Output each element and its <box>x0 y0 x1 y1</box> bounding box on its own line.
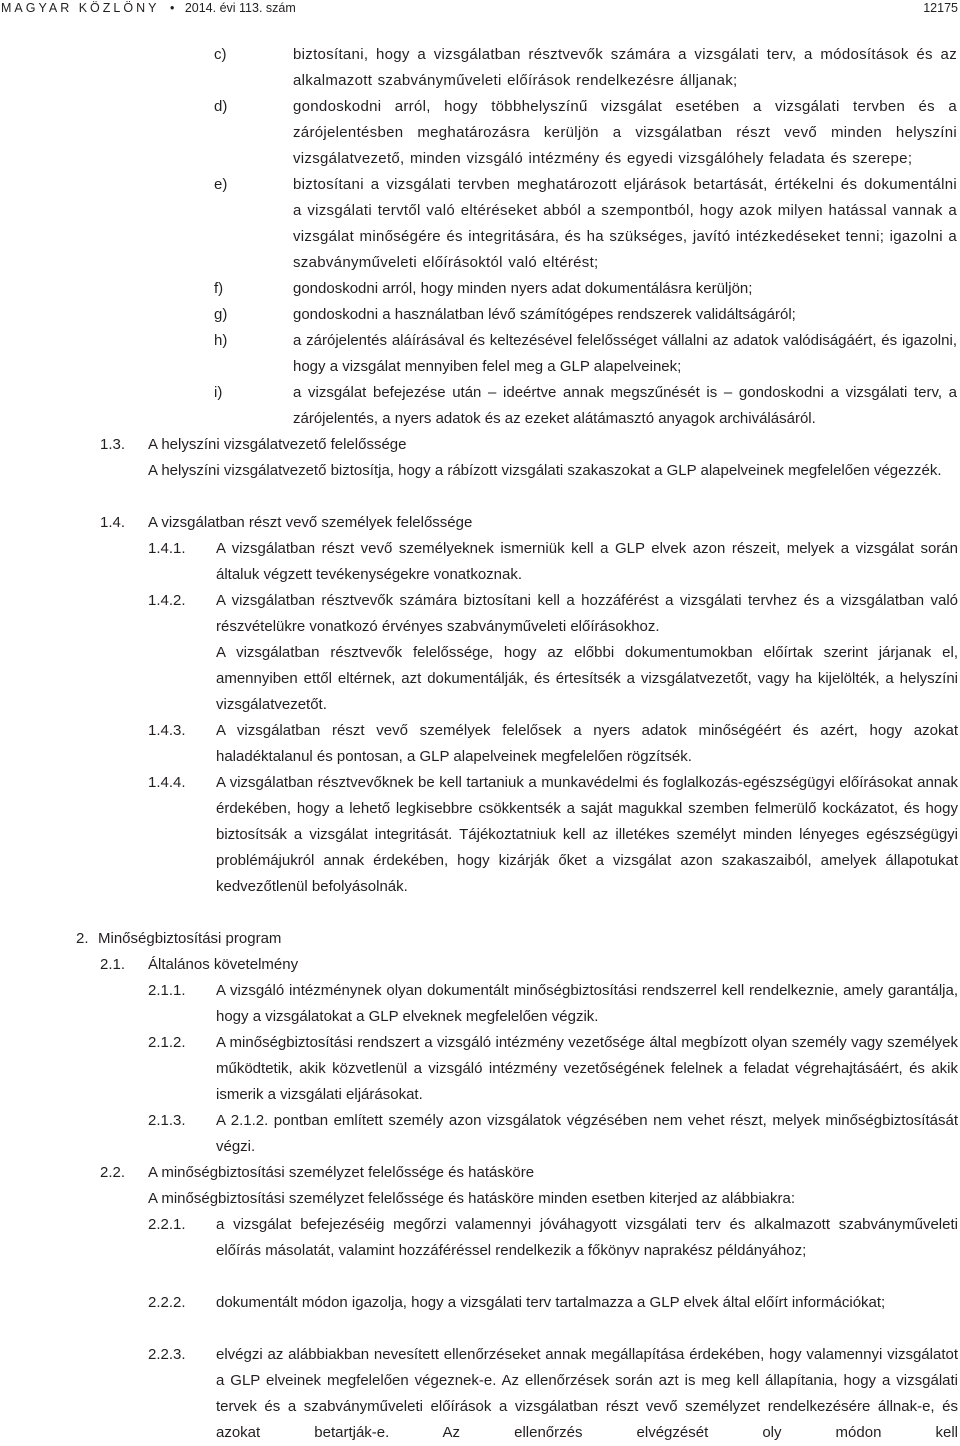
subsection-text: A vizsgálatban résztvevők számára biztosítani kell a hozzáférést a vizsgálati tervhez és a vizsgálatban való részvételükre vonatkozó érvényes szabványműveleti előírásokhoz. <box>216 592 958 635</box>
subsection-text: A vizsgáló intézménynek olyan dokumentált minőségbiztosítási rendszerrel kell rendelkeznie, amely garantálja, hogy a vizsgálatokat a GLP elveknek megfelelően végzik. <box>216 982 958 1025</box>
subsection-text: dokumentált módon igazolja, hogy a vizsgálati terv tartalmazza a GLP elvek által előírt információkat; <box>216 1294 886 1311</box>
subsection-text: A 2.1.2. pontban említett személy azon vizsgálatok végzésében nem vehet részt, melyek minőségbiztosítását végzi. <box>216 1112 958 1155</box>
issue-number: 2014. évi 113. szám <box>184 1 296 15</box>
subsection-number: 1.4.1. <box>148 540 186 557</box>
subsection-number: 1.4.3. <box>148 722 186 739</box>
subsection-text: A vizsgálatban részt vevő személyek felelősek a nyers adatok minőségéért és azért, hogy azokat haladéktalanul és pontosan, a GLP alapelveinek megfelelően rögzítsék. <box>216 722 958 765</box>
list-item-text: biztosítani, hogy a vizsgálatban résztvevők számára a vizsgálati terv, a módosítások és az alkalmazott szabványműveleti előírások rendelkezésre álljanak; <box>293 46 957 89</box>
subsection-text: a vizsgálat befejezéséig megőrzi valamennyi jóváhagyott vizsgálati terv és alkalmazott szabványműveleti előírás másolatát, valamint hozzáféréssel rendelkezik a főkönyv naprakész példányához; <box>216 1216 958 1259</box>
subsection-text: A vizsgálatban résztvevők felelőssége, hogy az előbbi dokumentumokban előírtak szerint járjanak el, amennyiben ettől eltérnek, azt dokumentálják, és értesítsék a vizsgálatvezetőt, vagy ha kijelölték, a helyszíni vizsgálatvezetőt. <box>216 644 958 713</box>
list-item-label: f) <box>214 280 224 297</box>
list-item-label: e) <box>214 176 228 193</box>
subsection-text: elvégzi az alábbiakban nevesített ellenőrzéseket annak megállapítása érdekében, hogy valamennyi vizsgálatot a GLP elveinek megfelelően végeznek-e. Az ellenőrzések során azt is meg kell állapítania, hogy a vizsgálati tervek és a szabványműveleti előírások a vizsgálatban részt vevő személyzet rendelkezésére állnak-e, és azokat betartják-e. Az ellenőrzés elvégzését oly módon kell <box>216 1346 958 1441</box>
subsection-number: 2.2.3. <box>148 1346 186 1363</box>
journal-header <box>1 0 296 16</box>
section-body: A helyszíni vizsgálatvezető biztosítja, hogy a rábízott vizsgálati szakaszokat a GLP alapelveinek megfelelően végezzék. <box>148 462 942 479</box>
section-body: A minőségbiztosítási személyzet felelőssége és hatásköre minden esetben kiterjed az alábbiakra: <box>148 1190 796 1207</box>
list-item-label: d) <box>214 98 228 115</box>
subsection-number: 1.4.2. <box>148 592 186 609</box>
list-item-text: gondoskodni a használatban lévő számítógépes rendszerek validáltságáról; <box>293 306 796 323</box>
section-title: A vizsgálatban részt vevő személyek felelőssége <box>148 514 473 531</box>
list-item-label: c) <box>214 46 227 63</box>
chapter-title: Minőségbiztosítási program <box>98 930 282 947</box>
page-header <box>0 0 960 22</box>
section-number: 1.3. <box>100 436 126 453</box>
list-item-text: gondoskodni arról, hogy többhelyszínű vizsgálat esetében a vizsgálati tervben és a zárójelentésben meghatározásra kerüljön a vizsgálatban részt vevő minden helyszíni vizsgálatvezető, minden vizsgáló intézmény és egyedi vizsgálóhely feladata és szerepe; <box>293 98 957 167</box>
section-number: 2.1. <box>100 956 126 973</box>
list-item-label: h) <box>214 332 228 349</box>
subsection-text: A vizsgálatban részt vevő személyeknek ismerniük kell a GLP elvek azon részeit, melyek a vizsgálat során általuk végzett tevékenységekre vonatkoznak. <box>216 540 958 583</box>
subsection-number: 1.4.4. <box>148 774 186 791</box>
chapter-number: 2. <box>76 930 89 947</box>
list-item-text: biztosítani a vizsgálati tervben meghatározott eljárások betartását, értékelni és dokumentálni a vizsgálati tervtől való eltéréseket abból a szempontból, hogy azok milyen hatással vannak a vizsgálat minőségére és integritására, és ha szükséges, javító intézkedéseket tenni; igazolni a szabványműveleti előírásoktól való eltérést; <box>293 176 958 271</box>
page-number: 12175 <box>923 1 958 15</box>
header-bullet: • <box>169 1 175 15</box>
journal-name: MAGYAR KÖZLÖNY <box>1 1 160 15</box>
subsection-number: 2.1.1. <box>148 982 186 999</box>
list-item-label: i) <box>214 384 223 401</box>
subsection-number: 2.1.2. <box>148 1034 186 1051</box>
section-number: 1.4. <box>100 514 126 531</box>
list-item-text: gondoskodni arról, hogy minden nyers adat dokumentálásra kerüljön; <box>293 280 753 297</box>
section-title: A helyszíni vizsgálatvezető felelőssége <box>148 436 407 453</box>
subsection-text: A minőségbiztosítási rendszert a vizsgáló intézmény vezetősége által megbízott olyan személy vagy személyek működtetik, akik közvetlenül a vizsgáló intézmény vezetőségének felelnek a feladat végrehajtásáért, és akik ismerik a vizsgálati eljárásokat. <box>216 1034 958 1103</box>
subsection-text: A vizsgálatban résztvevőknek be kell tartaniuk a munkavédelmi és foglalkozás-egészségügyi előírásokat annak érdekében, hogy a lehető legkisebbre csökkentsék a saját magukkal szemben felmerülő kockázatot, és hogy biztosítsák a vizsgálat integritását. Tájékoztatniuk kell az illetékes személyt minden lényeges egészségügyi problémájukról annak érdekében, hogy kizárják őket a vizsgálat azon szakaszaiból, amelyek állapotukat kedvezőtlenül befolyásolnák. <box>216 774 958 895</box>
list-item-text: a vizsgálat befejezése után – ideértve annak megszűnését is – gondoskodni a vizsgálati terv, a zárójelentés, a nyers adatok és az ezeket alátámasztó anyagok archiválásáról. <box>293 384 957 427</box>
subsection-number: 2.1.3. <box>148 1112 186 1129</box>
section-title: A minőségbiztosítási személyzet felelőssége és hatásköre <box>148 1164 535 1181</box>
list-item-label: g) <box>214 306 228 323</box>
section-title: Általános követelmény <box>148 956 299 973</box>
list-item-text: a zárójelentés aláírásával és keltezésével felelősséget vállalni az adatok valódiságáért, és igazolni, hogy a vizsgálat mennyiben felel meg a GLP alapelveinek; <box>293 332 957 375</box>
section-number: 2.2. <box>100 1164 126 1181</box>
subsection-number: 2.2.2. <box>148 1294 186 1311</box>
subsection-number: 2.2.1. <box>148 1216 186 1233</box>
